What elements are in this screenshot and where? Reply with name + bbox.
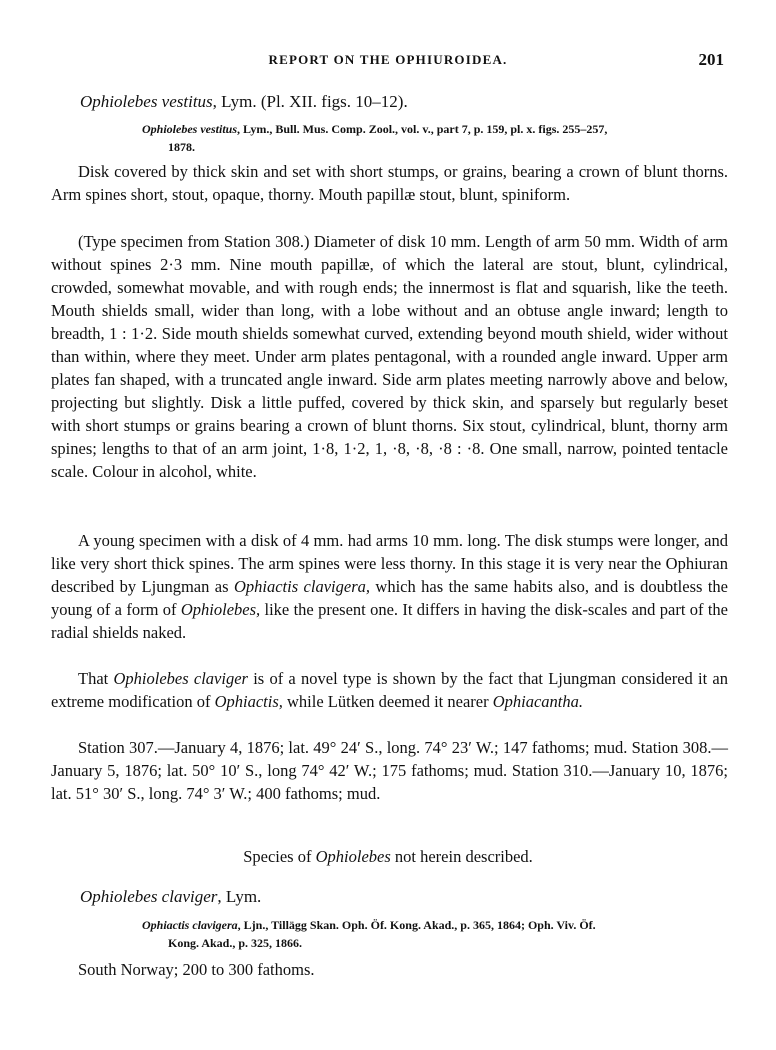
section-title — [0, 847, 776, 867]
synonymy-reference — [142, 120, 728, 156]
synonymy-citation-cont: Kong. Akad., p. 325, 1866. — [168, 936, 303, 950]
species-name: Ophiolebes claviger — [80, 887, 218, 906]
paragraph-text: Station 307.—January 4, 1876; lat. 49° 24′ S., long. 74° 23′ W.; 147 fathoms; mud. Station 308.—January 5, 1876; lat. 50° 10′ S., long 74° 42′ W.; 175 fathoms; mud. Station 310.—January 10, 1876; lat. 51° 30′ S., long. 74° 3′ W.; 400 fathoms; mud. — [51, 738, 728, 803]
species-author: , Lym. (Pl. XII. figs. 10–12). — [212, 92, 408, 111]
paragraph-diagnosis — [51, 160, 728, 206]
species-heading-2 — [80, 887, 261, 907]
paragraph-text — [51, 529, 728, 644]
running-title: REPORT ON THE OPHIUROIDEA. — [268, 52, 508, 67]
paragraph-novel-type — [51, 667, 728, 713]
synonymy-citation: , Lym., Bull. Mus. Comp. Zool., vol. v., part 7, p. 159, pl. x. figs. 255–257, — [237, 122, 608, 136]
text-run: not herein described. — [390, 847, 533, 866]
text-run: which has the same habits also, and is doubtless the young of a form of — [51, 577, 728, 619]
italic-taxon: Ophiolebes, — [180, 600, 261, 619]
italic-taxon: Ophiacantha. — [492, 692, 583, 711]
locality-note: South Norway; 200 to 300 fathoms. — [78, 960, 315, 979]
text-run: A young specimen with a disk of 4 mm. had arms 10 mm. long. The disk stumps were longer, and like very short thick spines. The arm spines were less thorny. In this stage it is very near the Ophiuran described by Ljungman as — [51, 531, 728, 596]
italic-taxon: Ophiolebes — [315, 847, 391, 866]
text-run: while Lütken deemed it nearer — [282, 692, 493, 711]
species-author: , Lym. — [217, 887, 262, 906]
species-name: Ophiolebes vestitus — [80, 92, 213, 111]
italic-taxon: Ophiolebes claviger — [113, 669, 248, 688]
paragraph-young-specimen — [51, 529, 728, 644]
text-run: Species of — [243, 847, 316, 866]
synonymy-year: 1878. — [168, 140, 195, 154]
text-run: That — [78, 669, 114, 688]
synonymy-citation: , Ljn., Tillägg Skan. Oph. Öf. Kong. Akad., p. 365, 1864; Oph. Viv. Öf. — [237, 918, 596, 932]
paragraph-text: (Type specimen from Station 308.) Diameter of disk 10 mm. Length of arm 50 mm. Width of arm without spines 2·3 mm. Nine mouth papillæ, of which the lateral are stout, blunt, cylindrical, crowded, somewhat movable, and with rough ends; the innermost is flat and squarish, like the teeth. Mouth shields small, wider than long, with a lobe without and an obtuse angle inward; length to breadth, 1 : 1·2. Side mouth shields somewhat curved, extending beyond mouth shield, wider without than within, where they meet. Under arm plates pentagonal, with a rounded angle inward. Upper arm plates fan shaped, with a truncated angle inward. Side arm plates meeting narrowly above and below, projecting but slightly. Disk a little puffed, covered by thick skin, and sparsely but regularly beset with short stumps or grains bearing a crown of blunt thorns. Six stout, cylindrical, blunt, thorny arm spines; lengths to that of an arm joint, 1·8, 1·2, 1, ·8, ·8, ·8 : ·8. One small, narrow, pointed tentacle scale. Colour in alcohol, white. — [51, 232, 728, 481]
italic-taxon: Ophiactis, — [214, 692, 283, 711]
paragraph-description — [51, 230, 728, 483]
synonymy-reference-2 — [142, 916, 728, 952]
text-run: is of a novel type is shown by the fact that Ljungman considered it an extreme modification of — [51, 669, 728, 711]
synonymy-name: Ophiactis clavigera — [142, 918, 238, 932]
running-header — [0, 50, 776, 72]
italic-taxon: Ophiactis clavigera, — [233, 577, 370, 596]
paragraph-text: Disk covered by thick skin and set with short stumps, or grains, bearing a crown of blunt thorns. Arm spines short, stout, opaque, thorny. Mouth papillæ stout, blunt, spiniform. — [51, 162, 728, 204]
page-number: 201 — [698, 50, 724, 69]
species-heading — [80, 92, 408, 112]
paragraph-stations — [51, 736, 728, 805]
synonymy-name: Ophiolebes vestitus — [142, 122, 237, 136]
text-run: like the present one. It differs in having the disk-scales and part of the radial shields naked. — [51, 600, 729, 642]
paragraph-text — [51, 667, 728, 713]
